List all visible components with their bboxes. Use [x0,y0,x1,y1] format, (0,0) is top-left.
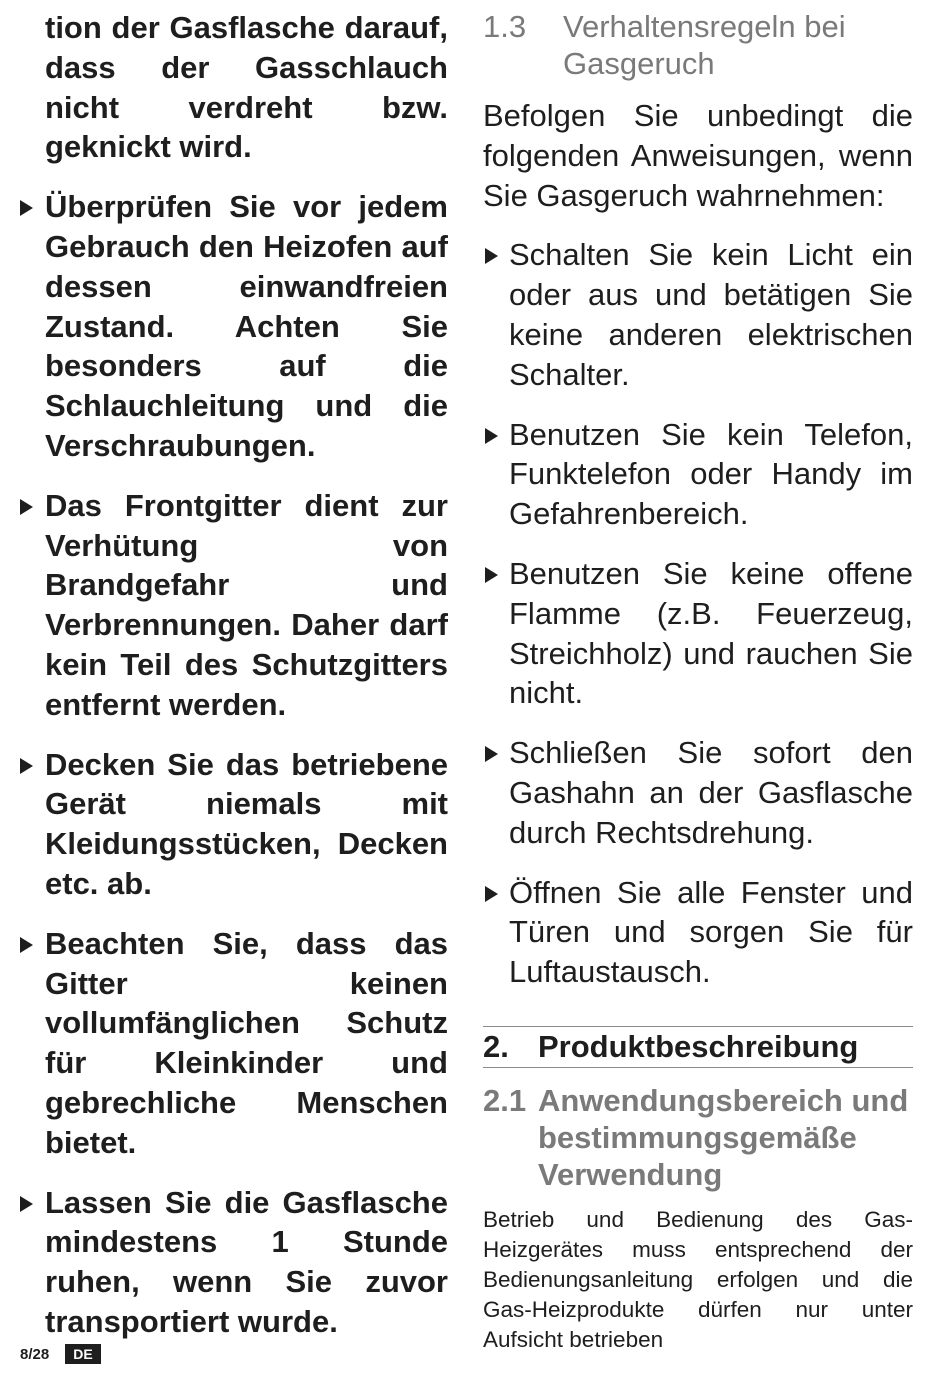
chapter-heading [483,1027,913,1067]
chapter-title: Produktbeschreibung [538,1028,859,1064]
bullet-triangle-icon [485,567,498,583]
bullet-triangle-icon [20,758,33,774]
list-item-text: Überprüfen Sie vor jedem Gebrauch den Heizofen auf dessen einwandfreien Zustand. Achten Sie besonders auf die Schlauchleitung und die Verschraubungen. [45,189,448,463]
list-item [483,554,913,713]
divider [483,1067,913,1068]
section-body-text: Betrieb und Bedienung des Gas-Heizgerätes muss entsprechend der Bedienungsanleitung erfolgen und die Gas-Heizprodukte dürfen nur unter Aufsicht betrieben [483,1206,913,1352]
section-intro: Befolgen Sie unbedingt die folgenden Anweisungen, wenn Sie Gasgeruch wahrnehmen: [483,98,913,213]
list-item-text: Benutzen Sie keine offene Flamme (z.B. Feuerzeug, Streichholz) und rauchen Sie nicht. [509,555,913,711]
list-item [20,1183,448,1342]
list-item-text: Beachten Sie, dass das Gitter keinen vollumfänglichen Schutz für Kleinkinder und gebrechliche Menschen bietet. [45,925,448,1160]
section-heading-2-1 [483,1082,913,1193]
list-item-text: Schließen Sie sofort den Gashahn an der Gasflasche durch Rechtsdrehung. [509,735,913,850]
list-item-text: Schalten Sie kein Licht ein oder aus und betätigen Sie keine anderen elektrischen Schalter. [509,237,913,392]
list-item-text: Öffnen Sie alle Fenster und Türen und sorgen Sie für Luftaustausch. [509,874,913,990]
list-item [20,187,448,466]
language-badge: DE [65,1344,100,1364]
bullet-triangle-icon [485,428,498,444]
bullet-triangle-icon [20,937,33,953]
list-item-text: Lassen Sie die Gasflasche mindestens 1 Stunde ruhen, wenn Sie zuvor transportiert wurde. [45,1184,448,1339]
list-item [483,873,913,992]
bullet-triangle-icon [485,746,498,762]
list-item [20,924,448,1163]
list-item [483,733,913,852]
section-number: 2.1 [483,1082,527,1118]
section-title: Verhaltensregeln bei Gasgeruch [563,9,846,81]
list-item [483,235,913,394]
list-item [483,415,913,534]
section-title: Anwendungsbereich und bestimmungsgemäße Verwendung [538,1082,909,1192]
section-heading-1-3 [483,8,913,82]
section-number: 1.3 [483,9,527,44]
list-item-text: Das Frontgitter dient zur Verhütung von Brandgefahr und Verbrennungen. Daher darf kein Teil des Schutzgitters entfernt werden. [45,487,448,722]
list-item [20,486,448,725]
bullet-triangle-icon [485,886,498,902]
page-number: 8/28 [20,1345,50,1363]
bullet-triangle-icon [20,499,33,515]
list-item-text: Decken Sie das betriebene Gerät niemals mit Kleidungsstücken, Decken etc. ab. [45,746,448,901]
list-item-text: Benutzen Sie kein Telefon, Funktelefon oder Handy im Gefahrenbereich. [509,416,913,532]
bullet-triangle-icon [20,1196,33,1212]
bullet-triangle-icon [485,248,498,264]
list-item [20,745,448,904]
continuation-paragraph: tion der Gasflasche darauf, dass der Gasschlauch nicht verdreht bzw. geknickt wird. [45,10,448,165]
left-column [20,8,448,1342]
page-footer [20,1344,101,1364]
bullet-triangle-icon [20,200,33,216]
right-column [483,8,913,1355]
chapter-number: 2. [483,1028,509,1064]
